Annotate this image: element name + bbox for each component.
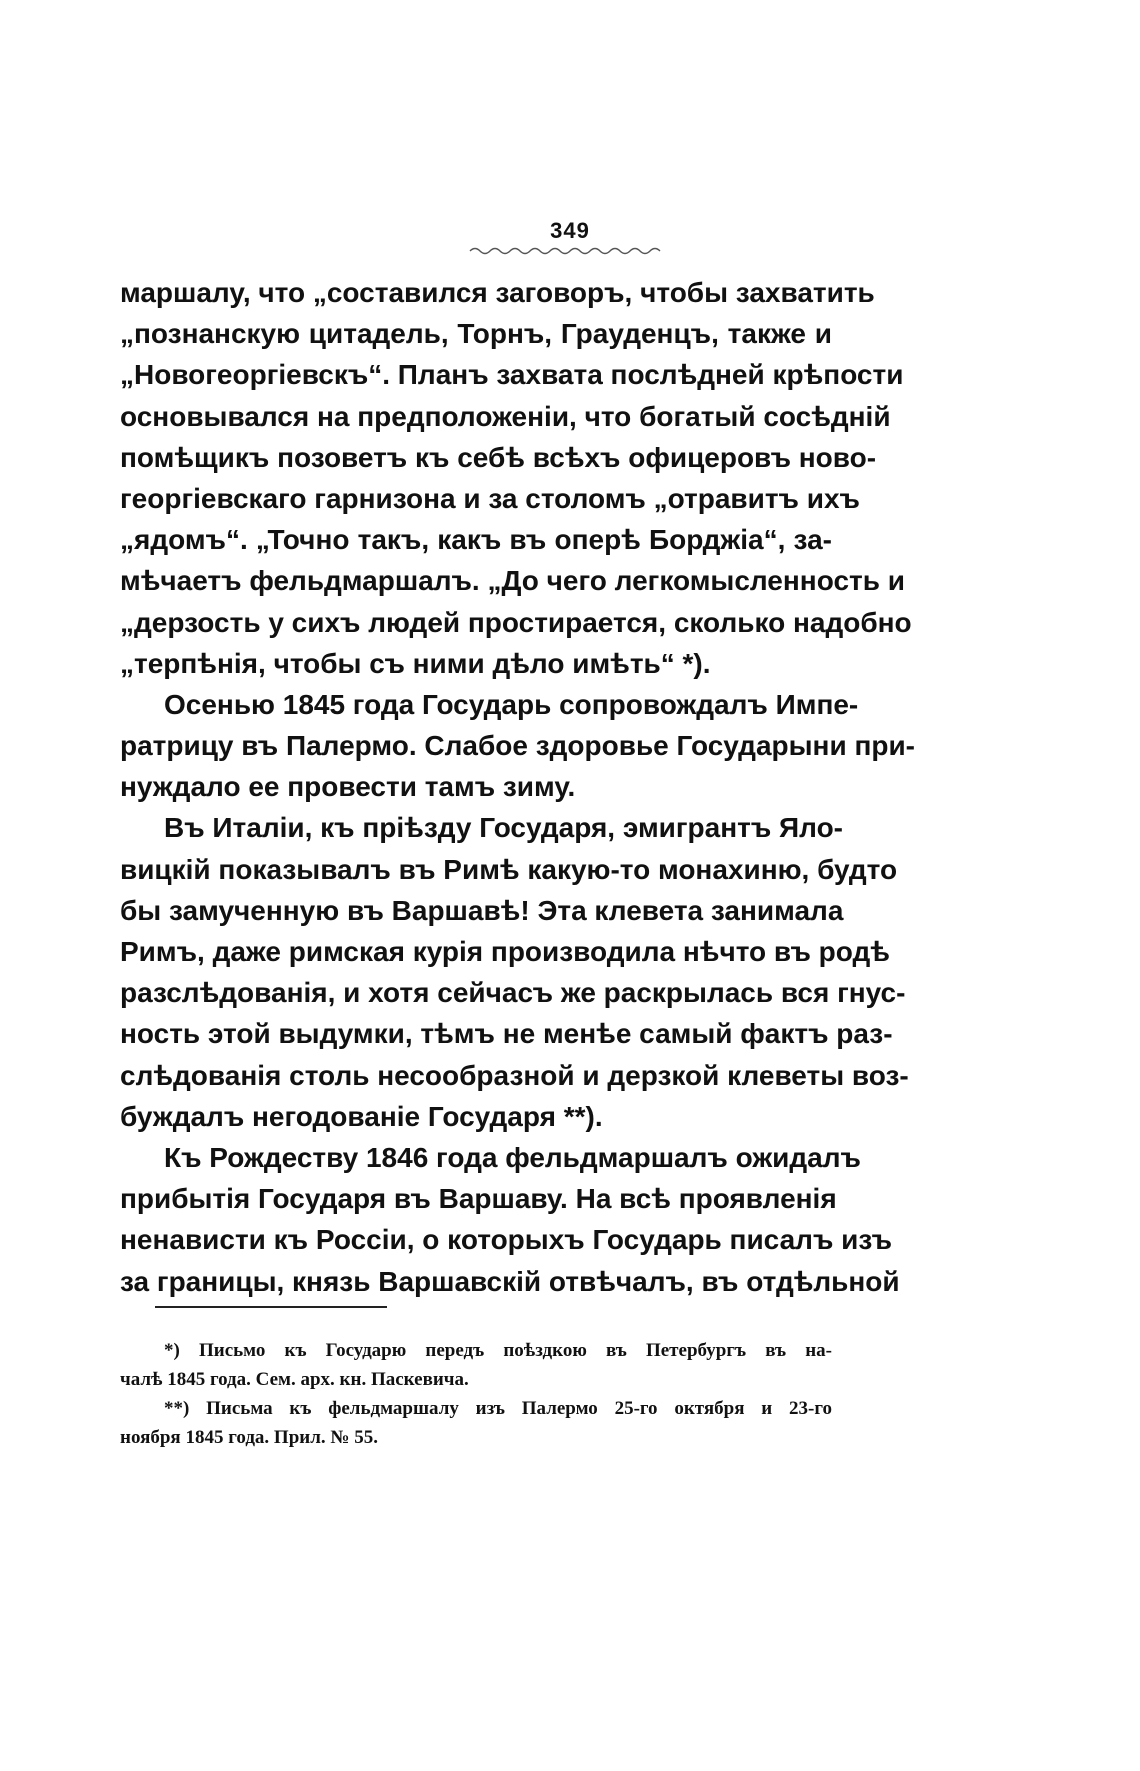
text-line: ненависти къ Россіи, о которыхъ Государь писалъ изъ [120, 1224, 892, 1256]
text-line: основывался на предположеніи, что богатый сосѣднiй [120, 400, 891, 432]
text-line: бы замученную въ Варшавѣ! Эта клевета занимала [120, 894, 844, 926]
text-line: прибытія Государя въ Варшаву. На всѣ проявленія [120, 1183, 837, 1215]
text-line: мѣчаетъ фельдмаршалъ. „До чего легкомысленность и [120, 565, 905, 597]
text-line: георгіевскаго гарнизона и за столомъ „отравитъ ихъ [120, 482, 860, 514]
page-number: 349 [550, 218, 590, 243]
text-line: разслѣдованія, и хотя сейчасъ же раскрылась вся гнус- [120, 977, 906, 1009]
text-line: „ядомъ“. „Точно такъ, какъ въ оперѣ Борджіа“, за- [120, 524, 832, 556]
footnote-line: *) Письмо къ Государю передъ поѣздкою въ Петербургъ въ на- [164, 1340, 832, 1361]
paragraph-start-line: Въ Италіи, къ пріѣзду Государя, эмигрантъ Яло- [164, 812, 843, 844]
text-line: „познанскую цитадель, Торнъ, Грауденцъ, также и [120, 318, 832, 350]
text-line: ратрицу въ Палермо. Слабое здоровье Государыни при- [120, 730, 915, 762]
text-line: Римъ, даже римская курія производила нѣчто въ родѣ [120, 936, 890, 967]
footnote-line: **) Письма къ фельдмаршалу изъ Палермо 25-го октября и 23-го [164, 1398, 832, 1419]
footnote-line: ноября 1845 года. Прил. № 55. [120, 1427, 378, 1448]
text-line: вицкiй показывалъ въ Римѣ какую-то монахиню, будто [120, 853, 898, 885]
text-line: буждалъ негодованіе Государя **). [120, 1100, 603, 1132]
text-line: маршалу, что „составился заговоръ, чтобы захватить [120, 277, 875, 308]
paragraph-start-line: Къ Рождеству 1846 года фельдмаршалъ ожидалъ [164, 1141, 861, 1173]
text-line: „Новогеоргіевскъ“. Планъ захвата послѣдней крѣпости [120, 359, 904, 391]
text-line: „дерзость у сихъ людей простирается, сколько надобно [120, 606, 912, 638]
footnote-divider [155, 1306, 387, 1308]
text-line: нуждало ее провести тамъ зиму. [120, 771, 576, 803]
footnotes [120, 1336, 832, 1452]
main-text [120, 272, 915, 1302]
text-line: за границы, князь Варшавскiй отвѣчалъ, въ отдѣльной [120, 1265, 900, 1297]
text-line: слѣдованія столь несообразной и дерзкой клеветы воз- [120, 1059, 909, 1091]
text-line: „терпѣнія, чтобы съ ними дѣло имѣть“ *). [120, 647, 711, 679]
paragraph-start-line: Осенью 1845 года Государь сопровождалъ Импе- [164, 688, 859, 720]
page-number-ornament [470, 246, 660, 256]
footnote-line: чалѣ 1845 года. Сем. арх. кн. Паскевича. [120, 1369, 469, 1390]
text-line: помѣщикъ позоветъ къ себѣ всѣхъ офицеровъ ново- [120, 441, 877, 473]
text-line: ность этой выдумки, тѣмъ не менѣе самый фактъ раз- [120, 1018, 893, 1050]
